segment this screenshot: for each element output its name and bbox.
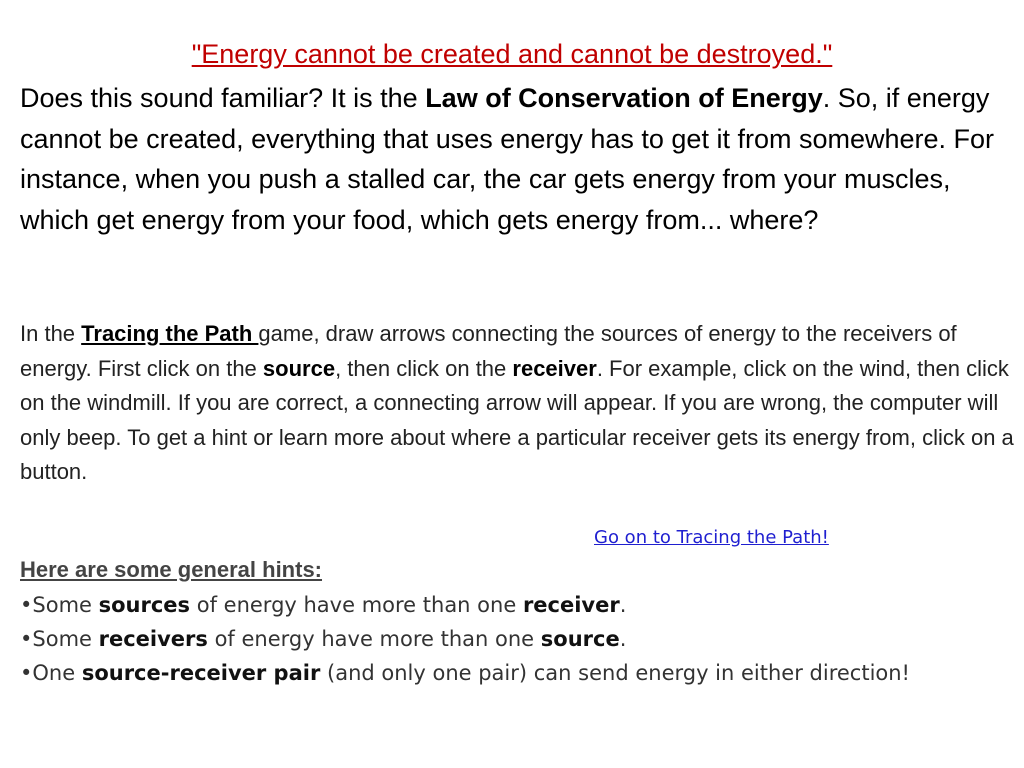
instructions-text-2: game, draw arrows connecting the sources of energy to the receivers of energy. First click on the: [20, 321, 957, 381]
intro-paragraph: [20, 78, 1010, 240]
hint-term: receiver: [522, 593, 620, 617]
hint-term: source-receiver pair: [81, 661, 321, 685]
hint-text: •One: [20, 661, 82, 685]
hint-item: [20, 656, 1010, 690]
hint-text: of energy have more than one: [207, 627, 541, 651]
hints-heading: Here are some general hints:: [20, 557, 323, 582]
instructions-text-3: , then click on the: [335, 355, 513, 381]
hint-term: sources: [98, 593, 191, 617]
go-on-link[interactable]: Go on to Tracing the Path!: [594, 527, 829, 548]
hint-term: source: [540, 627, 620, 651]
hints-list: [20, 588, 1010, 690]
intro-text-1: Does this sound familiar? It is the: [20, 83, 426, 113]
hint-item: [20, 588, 1010, 622]
tracing-the-path-link[interactable]: Tracing the Path: [81, 321, 259, 346]
law-name: Law of Conservation of Energy: [425, 83, 823, 113]
hint-term: receivers: [98, 627, 208, 651]
intro-text-2: . So, if energy cannot be created, everything that uses energy has to get it from somewhere. For instance, when you push a stalled car, the car gets energy from your muscles, which get energy from your food, which gets energy from... where?: [20, 83, 995, 235]
instructions-text-4: . For example, click on the wind, then click on the windmill. If you are correct, a connecting arrow will appear. If you are wrong, the computer will only beep. To get a hint or learn more about where a particular receiver gets its energy from, click on a button.: [20, 355, 1014, 484]
quote-heading: "Energy cannot be created and cannot be destroyed.": [191, 39, 833, 69]
instructions-paragraph: [20, 317, 1015, 490]
hint-text: .: [619, 627, 627, 651]
receiver-term: receiver: [512, 355, 597, 381]
hint-item: [20, 622, 1010, 656]
hint-text: .: [619, 593, 627, 617]
instructions-text-1: In the: [20, 321, 82, 346]
hint-text: •Some: [20, 593, 99, 617]
hint-text: •Some: [20, 627, 99, 651]
hint-text: (and only one pair) can send energy in either direction!: [320, 661, 910, 685]
source-term: source: [262, 355, 336, 381]
hint-text: of energy have more than one: [190, 593, 523, 617]
